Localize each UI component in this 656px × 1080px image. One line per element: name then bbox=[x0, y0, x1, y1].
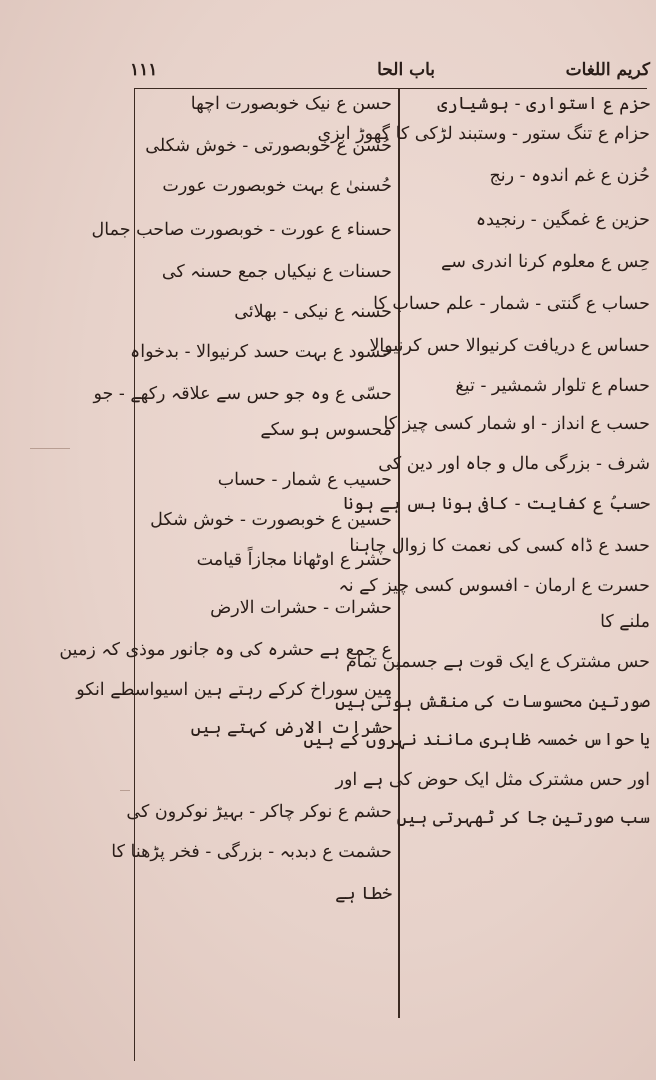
left_column-entry: حسناء ع عورت - خوبصورت صاحب جمال bbox=[91, 220, 392, 240]
book-title: کریم اللغات bbox=[565, 60, 650, 80]
chapter-title: باب الحا bbox=[377, 60, 435, 80]
right_column-entry: حزام ع تنگ ستور - وستبند لڑکی کا گھوڑ ابزی bbox=[317, 124, 650, 144]
page-number: ۱۱۱ bbox=[130, 60, 158, 80]
right_column-entry: یا حواس خمسہ ظاہری مانند نہروں کے ہیں bbox=[303, 730, 650, 750]
right_column-entry: سب صورتین جا کر ٹھہرتی ہیں bbox=[396, 808, 650, 828]
right_column-entry: حسبُ ع کفایت - کافی ہونا بس ہے ہونا bbox=[343, 494, 650, 514]
right_column-entry: حسرت ع ارمان - افسوس کسی چیز کے نہ bbox=[338, 576, 650, 596]
right_column-entry: حساب ع گنتی - شمار - علم حساب کا bbox=[373, 294, 650, 314]
left_column-entry: حسنات ع نیکیاں جمع حسنہ کی bbox=[161, 262, 392, 282]
right_column-entry: حزم ع استواری - ہوشیاری bbox=[437, 94, 650, 114]
left_column-entry: حشرات - حشرات الارض bbox=[210, 598, 392, 618]
right_column-entry: حساس ع دریافت کرنیوالا حس کرنیوالا bbox=[369, 336, 650, 356]
right_column-entry: حزین ع غمگین - رنجیدہ bbox=[475, 210, 650, 230]
left_column-entry: حسین ع خوبصورت - خوش شکل bbox=[150, 510, 392, 530]
right_column-entry: ملنے کا bbox=[600, 612, 650, 632]
left_column-entry: خطا ہے bbox=[335, 884, 392, 904]
margin-mark bbox=[30, 448, 70, 449]
left_column-entry: حشرات الارض کہتے ہیں bbox=[190, 718, 392, 738]
left_column-entry: حشمت ع دبدبہ - بزرگی - فخر پڑھنا کا bbox=[111, 842, 392, 862]
left_column-entry: حشم ع نوکر چاکر - بہیڑ نوکرون کی bbox=[126, 802, 392, 822]
left_column-entry: حُسن ع خوبصورتی - خوش شکلی bbox=[145, 136, 392, 156]
right_column-entry: حسد ع ڈاہ کسی کی نعمت کا زوال چاہنا bbox=[349, 536, 650, 556]
right_column-entry: حس مشترک ع ایک قوت ہے جسمین تمام bbox=[345, 652, 650, 672]
right_column-entry: شرف - بزرگی مال و جاہ اور دین کی bbox=[378, 454, 650, 474]
left_column-entry: حسن ع نیک خوبصورت اچھا bbox=[190, 94, 392, 114]
left_column-entry: حسنہ ع نیکی - بھلائی bbox=[234, 302, 392, 322]
left_column-entry: ع جمع ہے حشرہ کی وہ جانور موذی کہ زمین bbox=[59, 640, 392, 660]
left_column-entry: حسّی ع وہ جو حس سے علاقہ رکھے - جو bbox=[93, 384, 392, 404]
right_column-entry: حسام ع تلوار شمشیر - تیغ bbox=[455, 376, 650, 396]
left_column-entry: مین سوراخ کرکے رہتے ہین اسیواسطے انکو bbox=[76, 680, 392, 700]
left_column-entry: محسوس ہو سکے bbox=[260, 420, 392, 440]
left_column-entry: حسود ع بہت حسد کرنیوالا - بدخواہ bbox=[130, 342, 392, 362]
left_column-entry: حُسنیٰ ع بہت خوبصورت عورت bbox=[162, 176, 392, 196]
page-header bbox=[130, 60, 650, 86]
left_column-entry: حشر ع اوٹھانا مجازاً قیامت bbox=[196, 550, 392, 570]
right_column-entry: اور حس مشترک مثل ایک حوض کی ہے اور bbox=[335, 770, 650, 790]
right_column-entry: حُزن ع غم اندوہ - رنج bbox=[489, 166, 650, 186]
right_column-entry: صورتین محسوسات کی منقش ہوتی ہیں bbox=[335, 692, 650, 712]
right_column-entry: حسب ع انداز - او شمار کسی چیز کا bbox=[383, 414, 650, 434]
left_column-entry: حسیب ع شمار - حساب bbox=[217, 470, 392, 490]
margin-mark bbox=[120, 790, 130, 791]
right_column-entry: حِس ع معلوم کرنا اندری سے bbox=[440, 252, 650, 272]
